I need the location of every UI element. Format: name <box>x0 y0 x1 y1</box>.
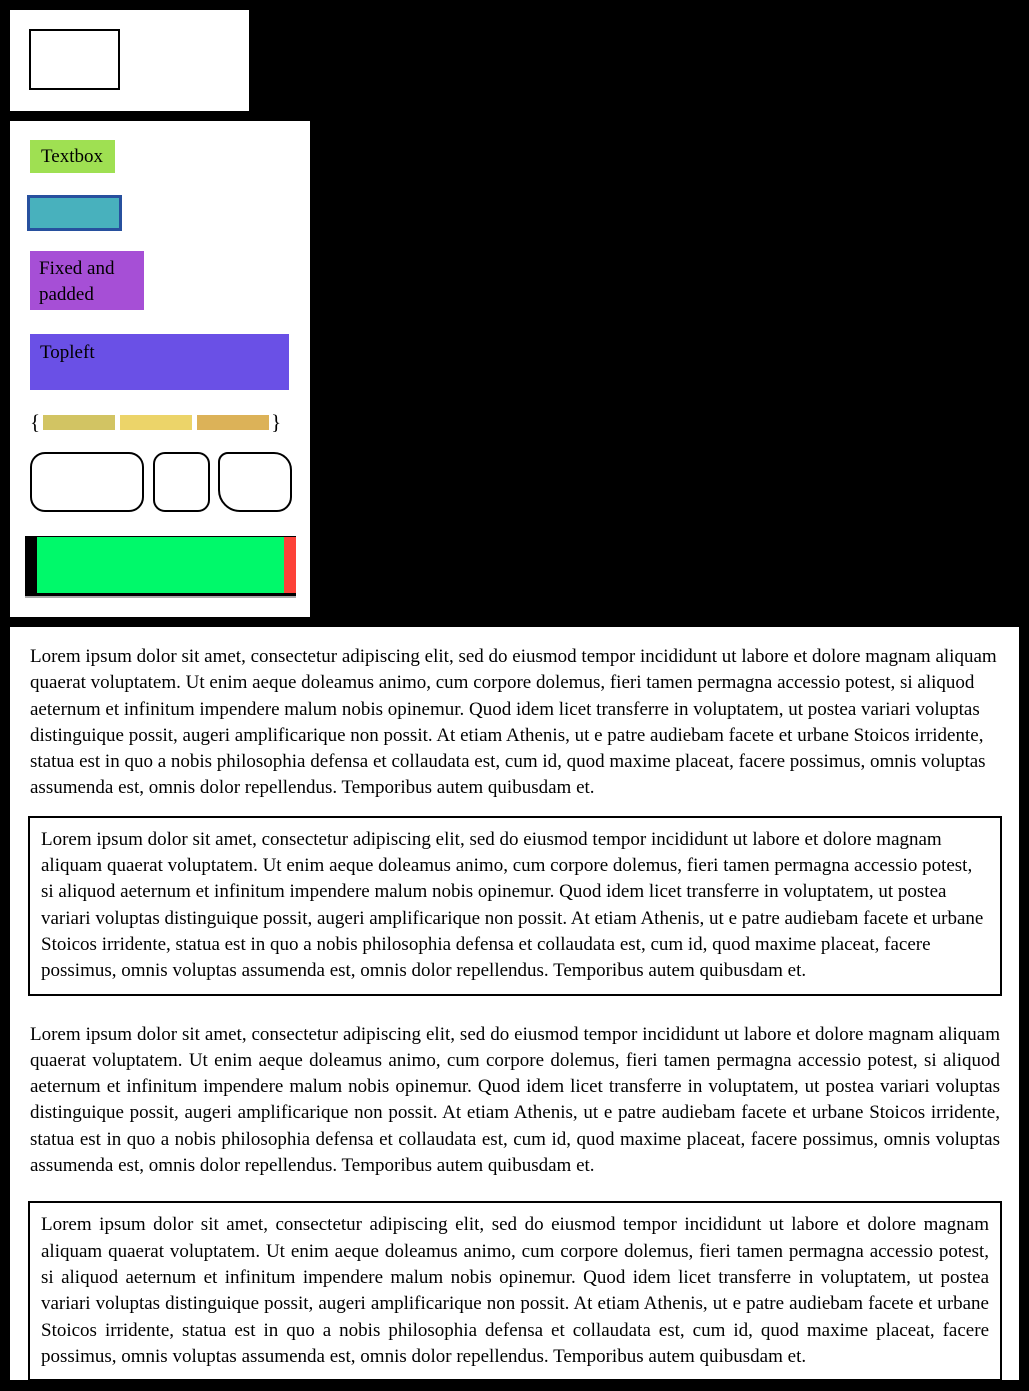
close-brace: } <box>271 410 282 434</box>
yellow-bar <box>120 415 192 430</box>
stroked-rectangle <box>29 29 120 90</box>
brace-bars-row <box>30 409 281 435</box>
paragraph-boxed: Lorem ipsum dolor sit amet, consectetur adipiscing elit, sed do eiusmod tempor incididunt ut labore et dolore magnam aliquam quaerat voluptatem. Ut enim aeque doleamus animo, cum corpore dolemus, fieri tamen permagna accessio potest, si aliquod aeternum et infinitum impendere malum nobis opinemur. Quod idem licet transferre in voluptatem, ut postea variari voluptas distinguique possit, augeri amplificarique non possit. At etiam Athenis, ut e patre audiebam facete et urbane Stoicos irridente, statua est in quo a nobis philosophia defensa et collaudata est, cum id, quod maxime placeat, facere possimus, omnis voluptas assumenda est, omnis dolor repellendus. Temporibus autem quibusdam et. <box>28 816 1002 996</box>
rounded-rects-row <box>30 452 292 512</box>
paragraph-plain: Lorem ipsum dolor sit amet, consectetur adipiscing elit, sed do eiusmod tempor incididunt ut labore et dolore magnam aliquam quaerat voluptatem. Ut enim aeque doleamus animo, cum corpore dolemus, fieri tamen permagna accessio potest, si aliquod aeternum et infinitum impendere malum nobis opinemur. Quod idem licet transferre in voluptatem, ut postea variari voluptas distinguique possit, augeri amplificarique non possit. At etiam Athenis, ut e patre audiebam facete et urbane Stoicos irridente, statua est in quo a nobis philosophia defensa et collaudata est, cum id, quod maxime placeat, facere possimus, omnis voluptas assumenda est, omnis dolor repellendus. Temporibus autem quibusdam et. <box>30 646 997 799</box>
paragraph-justified: Lorem ipsum dolor sit amet, consectetur adipiscing elit, sed do eiusmod tempor incididunt ut labore et dolore magnam aliquam quaerat voluptatem. Ut enim aeque doleamus animo, cum corpore dolemus, fieri tamen permagna accessio potest, si aliquod aeternum et infinitum impendere malum nobis opinemur. Quod idem licet transferre in voluptatem, ut postea variari voluptas distinguique possit, augeri amplificarique non possit. At etiam Athenis, ut e patre audiebam facete et urbane Stoicos irridente, statua est in quo a nobis philosophia defensa et collaudata est, cum id, quod maxime placeat, facere possimus, omnis voluptas assumenda est, omnis dolor repellendus. Temporibus autem quibusdam et. <box>30 1023 1000 1177</box>
rounded-rect-large <box>30 452 144 512</box>
text-panel <box>10 627 1019 1380</box>
progress-meter-red-remainder <box>284 537 296 593</box>
tan-bar <box>197 415 269 430</box>
paragraph-boxed-justified: Lorem ipsum dolor sit amet, consectetur adipiscing elit, sed do eiusmod tempor incididunt ut labore et dolore magnam aliquam quaerat voluptatem. Ut enim aeque doleamus animo, cum corpore dolemus, fieri tamen permagna accessio potest, si aliquod aeternum et infinitum impendere malum nobis opinemur. Quod idem licet transferre in voluptatem, ut postea variari voluptas distinguique possit, augeri amplificarique non possit. At etiam Athenis, ut e patre audiebam facete et urbane Stoicos irridente, statua est in quo a nobis philosophia defensa et collaudata est, cum id, quod maxime placeat, facere possimus, omnis voluptas assumenda est, omnis dolor repellendus. Temporibus autem quibusdam et. <box>28 1201 1002 1381</box>
teal-stroked-box <box>27 195 122 231</box>
progress-meter-inner <box>37 537 296 593</box>
rounded-rect-small <box>153 452 210 512</box>
textbox-green-box: Textbox <box>30 140 115 173</box>
khaki-bar <box>43 415 115 430</box>
boxes-panel <box>10 121 310 617</box>
top-panel <box>10 10 249 111</box>
fixed-padded-box: Fixed and padded <box>30 251 144 310</box>
topleft-box: Topleft <box>30 334 289 390</box>
open-brace: { <box>30 410 41 434</box>
progress-meter-green-fill <box>37 537 284 593</box>
rounded-rect-varied-radius <box>218 452 292 512</box>
progress-meter <box>25 536 296 598</box>
